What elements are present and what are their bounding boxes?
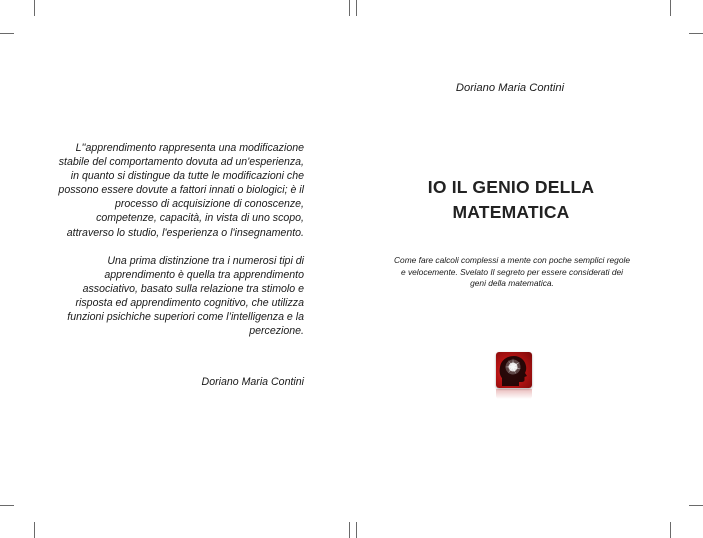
crop-mark (0, 505, 14, 506)
crop-mark (356, 0, 357, 16)
crop-mark (34, 0, 35, 16)
front-cover-author: Doriano Maria Contini (455, 82, 565, 94)
crop-mark (349, 0, 350, 16)
crop-mark (349, 522, 350, 538)
crop-mark (670, 522, 671, 538)
crop-mark (356, 522, 357, 538)
back-cover-blurb (58, 141, 304, 338)
book-title-line: MATEMATICA (452, 202, 570, 222)
crop-mark (689, 505, 703, 506)
head-silhouette-logo-icon (496, 352, 532, 388)
back-cover-author: Doriano Maria Contini (201, 376, 304, 388)
book-subtitle: Come fare calcoli complessi a mente con poche semplici regole e velocemente. Svelato Il segreto per essere considerati dei geni della matematica. (393, 255, 630, 289)
book-title (392, 175, 630, 225)
crop-mark (670, 0, 671, 16)
logo-reflection (496, 389, 532, 399)
blurb-paragraph: L''apprendimento rappresenta una modificazione stabile del comportamento dovuta ad un'esperienza, in quanto si distingue da tutte le modificazioni che possono essere dovute a fattori innati o biologici; è il processo di acquisizione di conoscenze, competenze, capacità, in vista di uno scopo, attraverso lo studio, l'esperienza o l'insegnamento. (58, 142, 304, 239)
blurb-paragraph: Una prima distinzione tra i numerosi tipi di apprendimento è quella tra apprendimento associativo, basato sulla relazione tra stimolo e risposta ed apprendimento cognitivo, che utilizza funzioni psichiche superiori come l’intelligenza e la percezione. (67, 254, 304, 338)
crop-mark (34, 522, 35, 538)
crop-mark (0, 33, 14, 34)
crop-mark (689, 33, 703, 34)
book-title-line: IO IL GENIO DELLA (427, 177, 595, 197)
